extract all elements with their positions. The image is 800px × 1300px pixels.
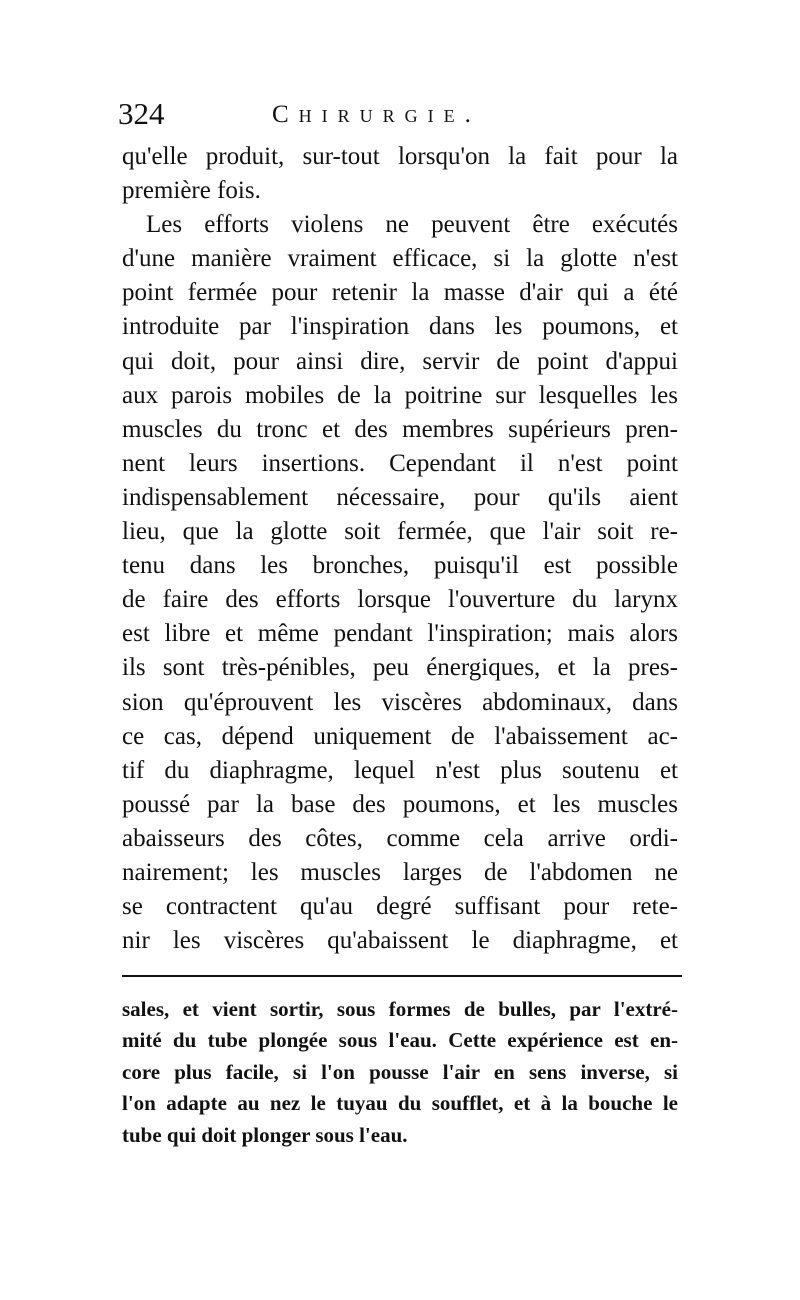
text-line: introduite par l'inspiration dans les poumons, et bbox=[122, 313, 678, 341]
footnote-line: sales, et vient sortir, sous formes de bulles, par l'extré- bbox=[122, 997, 678, 1021]
text-line: indispensablement nécessaire, pour qu'ils aient bbox=[122, 483, 678, 511]
text-line: abaisseurs des côtes, comme cela arrive ordi- bbox=[122, 824, 678, 852]
text-line: lieu, que la glotte soit fermée, que l'air soit re- bbox=[122, 518, 678, 546]
text-line: ils sont très-pénibles, peu énergiques, et la pres- bbox=[122, 654, 678, 682]
text-line: de faire des efforts lorsque l'ouverture du larynx bbox=[122, 586, 678, 614]
main-text bbox=[122, 140, 678, 958]
footnote-line: l'on adapte au nez le tuyau du soufflet, et à la bouche le bbox=[122, 1091, 678, 1116]
text-line: nir les viscères qu'abaissent le diaphragme, et bbox=[122, 927, 678, 955]
text-line: tif du diaphragme, lequel n'est plus soutenu et bbox=[122, 756, 678, 784]
footnote-divider bbox=[122, 975, 682, 977]
text-line: Les efforts violens ne peuvent être exécutés bbox=[146, 211, 678, 239]
text-line: première fois. bbox=[122, 177, 261, 205]
footnote bbox=[122, 994, 678, 1151]
text-line: point fermée pour retenir la masse d'air qui a été bbox=[122, 279, 678, 307]
footnote-line: core plus facile, si l'on pousse l'air en sens inverse, si bbox=[122, 1059, 678, 1084]
text-line: poussé par la base des poumons, et les muscles bbox=[122, 790, 678, 818]
text-line: qui doit, pour ainsi dire, servir de point d'appui bbox=[122, 347, 678, 375]
text-line: nairement; les muscles larges de l'abdomen ne bbox=[122, 858, 678, 886]
text-line: ce cas, dépend uniquement de l'abaissement ac- bbox=[122, 722, 678, 750]
text-line: sion qu'éprouvent les viscères abdominaux, dans bbox=[122, 688, 678, 716]
running-head: Chirurgie. bbox=[272, 101, 481, 128]
text-line: qu'elle produit, sur-tout lorsqu'on la fait pour la bbox=[122, 143, 678, 170]
text-line: muscles du tronc et des membres supérieurs pren- bbox=[122, 415, 678, 443]
text-line: se contractent qu'au degré suffisant pour rete- bbox=[122, 893, 678, 921]
page-number: 324 bbox=[118, 96, 165, 131]
text-line: tenu dans les bronches, puisqu'il est possible bbox=[122, 552, 678, 580]
footnote-line: mité du tube plongée sous l'eau. Cette expérience est en- bbox=[122, 1028, 678, 1053]
text-line: est libre et même pendant l'inspiration; mais alors bbox=[122, 620, 678, 648]
page-header bbox=[118, 96, 684, 136]
text-line: nent leurs insertions. Cependant il n'est point bbox=[122, 449, 678, 477]
text-line: d'une manière vraiment efficace, si la glotte n'est bbox=[122, 245, 678, 273]
footnote-line: tube qui doit plonger sous l'eau. bbox=[122, 1122, 408, 1147]
text-line: aux parois mobiles de la poitrine sur lesquelles les bbox=[122, 381, 678, 409]
